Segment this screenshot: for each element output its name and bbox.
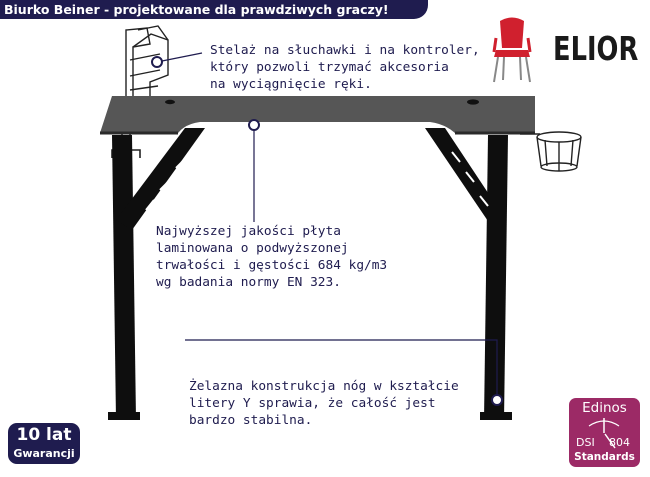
callout-line: który pozwoli trzymać akcesoria: [210, 60, 449, 75]
edinos-badge: [569, 398, 640, 467]
callout-dot-holder: [152, 57, 162, 67]
callout-dot-legs: [492, 395, 502, 405]
callout-headset-holder: [210, 42, 480, 93]
warranty-years: 10 lat: [16, 425, 72, 445]
callout-line: bardzo stabilna.: [189, 413, 313, 428]
page-title: Biurko Beiner - projektowane dla prawdziwych graczy!: [4, 2, 389, 17]
desk-top: [100, 96, 535, 133]
callout-line: Żelazna konstrukcja nóg w kształcie: [189, 379, 459, 394]
callout-line: na wyciągnięcie ręki.: [210, 77, 372, 92]
callout-line: Najwyższej jakości płyta: [156, 224, 341, 239]
headset-holder-icon: [126, 26, 172, 103]
callout-line: litery Y sprawia, że całość jest: [189, 396, 436, 411]
callout-legs: [189, 378, 459, 429]
edinos-standards: Standards: [574, 451, 635, 463]
cup-holder-icon: [520, 132, 581, 171]
edinos-dsi: DSI: [576, 436, 595, 449]
callout-desktop-board: [156, 223, 387, 291]
callout-line: laminowana o podwyższonej: [156, 241, 349, 256]
callout-line: Stelaż na słuchawki i na kontroler,: [210, 43, 480, 58]
brand-logo: ELIOR: [553, 29, 639, 68]
red-chair-icon: [494, 18, 530, 83]
edinos-number: 804: [609, 436, 630, 449]
warranty-badge: [8, 423, 80, 464]
callout-line: wg badania normy EN 323.: [156, 275, 341, 290]
edinos-name: Edinos: [582, 400, 627, 416]
callout-line: trwałości i gęstości 684 kg/m3: [156, 258, 388, 273]
callout-dot-board: [249, 120, 259, 130]
right-leg: [425, 128, 512, 420]
warranty-label: Gwarancji: [13, 447, 75, 460]
